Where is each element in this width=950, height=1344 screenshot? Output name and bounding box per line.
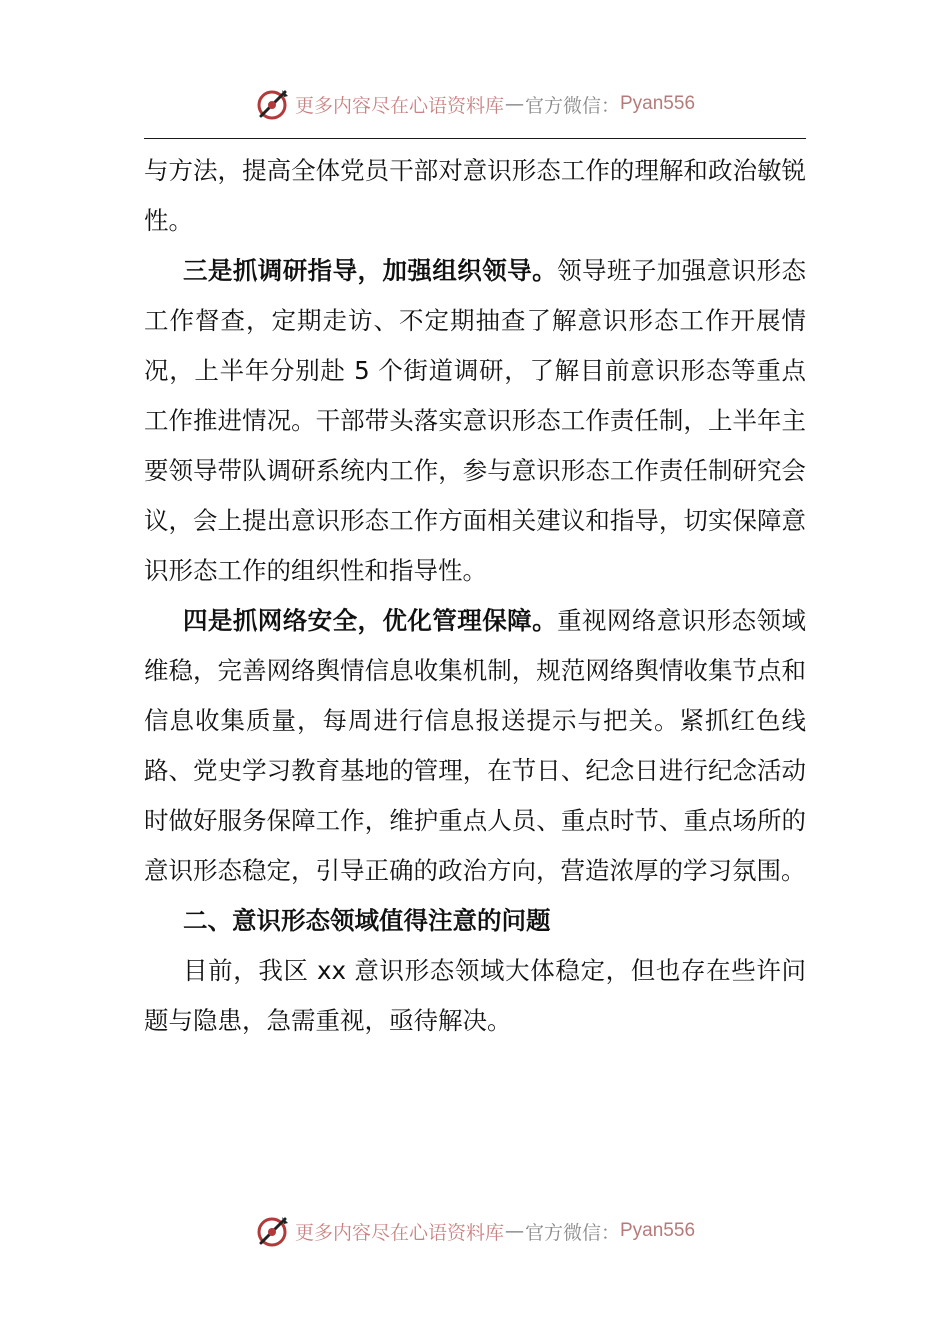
watermark-wechat-id: Pyan556 — [620, 1220, 696, 1241]
header-divider — [144, 138, 806, 139]
watermark-footer — [0, 1211, 950, 1251]
paragraph-heading: 四是抓网络安全，优化管理保障。 — [183, 606, 558, 635]
paragraph-continuation — [144, 146, 806, 246]
document-body — [144, 146, 806, 1046]
watermark-dash: — — [504, 1220, 524, 1242]
paragraph-text: 重视网络意识形态领域维稳，完善网络舆情信息收集机制，规范网络舆情收集节点和信息收集质量，每周进行信息报送提示与把关。紧抓红色线路、党史学习教育基地的管理，在节日、纪念日进行纪念活动时做好服务保障工作，维护重点人员、重点时节、重点场所的意识形态稳定，引导正确的政治方向，营造浓厚的学习氛围。 — [144, 606, 806, 885]
paragraph-text: 目前，我区 xx 意识形态领域大体稳定，但也存在些许问题与隐患，急需重视，亟待解决。 — [144, 956, 806, 1035]
watermark-dash: — — [504, 93, 524, 115]
paragraph-heading: 三是抓调研指导，加强组织领导。 — [183, 256, 558, 285]
paragraph-text: 与方法，提高全体党员干部对意识形态工作的理解和政治敏锐性。 — [144, 156, 806, 235]
watermark-site: 更多内容尽在心语资料库 — [294, 1221, 504, 1244]
watermark-wechat-id: Pyan556 — [620, 93, 696, 114]
pen-circle-logo-icon — [255, 1213, 291, 1249]
watermark-wechat-label: 官方微信： — [524, 94, 620, 117]
section-heading-text: 二、意识形态领域值得注意的问题 — [183, 906, 551, 935]
watermark-wechat-label: 官方微信： — [524, 1221, 620, 1244]
paragraph-intro — [144, 946, 806, 1046]
watermark-site: 更多内容尽在心语资料库 — [294, 94, 504, 117]
paragraph-text: 领导班子加强意识形态工作督查，定期走访、不定期抽查了解意识形态工作开展情况，上半年分别赴 5 个街道调研，了解目前意识形态等重点工作推进情况。干部带头落实意识形态工作责任制，上半年主要领导带队调研系统内工作，参与意识形态工作责任制研究会议，会上提出意识形态工作方面相关建议和指导，切实保障意识形态工作的组织性和指导性。 — [144, 256, 806, 585]
section-heading — [144, 896, 806, 946]
paragraph-point-three — [144, 246, 806, 596]
paragraph-point-four — [144, 596, 806, 896]
pen-circle-logo-icon — [255, 86, 291, 122]
watermark-header — [0, 84, 950, 124]
